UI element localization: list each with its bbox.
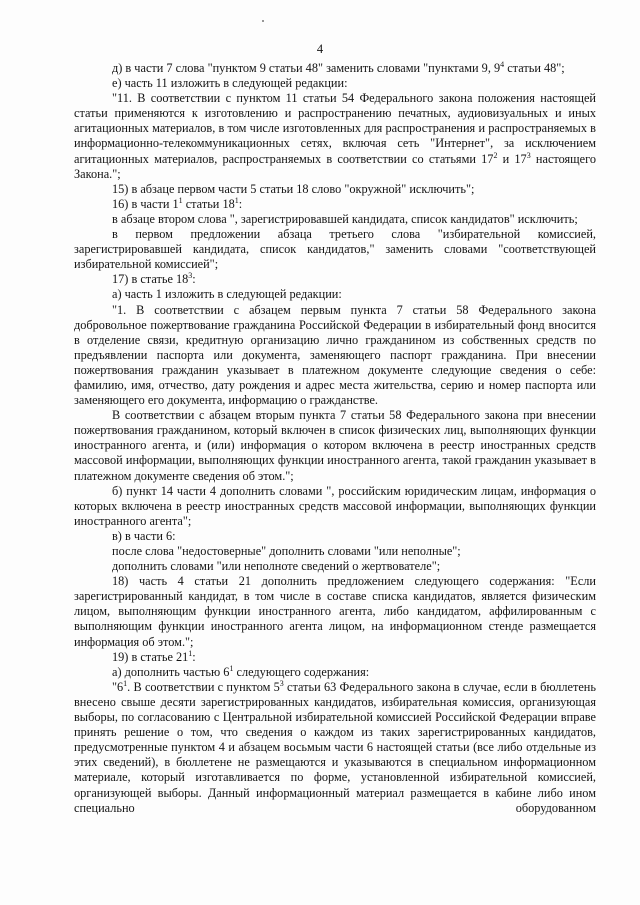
superscript: 4 xyxy=(500,60,505,69)
text-run: д) в части 7 слова "пунктом 9 статьи 48" заменить словами "пунктами 9, 9 xyxy=(112,61,501,75)
paragraph-p07 xyxy=(74,227,596,272)
text-run: : xyxy=(192,272,196,287)
paragraph-p11 xyxy=(74,408,596,483)
paragraph-p17 xyxy=(74,650,596,665)
text-run: : xyxy=(192,649,196,664)
text-run: а) часть 1 изложить в следующей редакции: xyxy=(112,287,342,302)
paragraph-p12 xyxy=(74,484,596,529)
text-run: в абзаце втором слова ", зарегистрировавшей кандидата, список кандидатов" исключить; xyxy=(112,211,578,226)
paragraph-p06 xyxy=(74,212,596,227)
paragraph-p01 xyxy=(74,61,596,76)
paragraph-p15 xyxy=(74,559,596,574)
paragraph-p18 xyxy=(74,665,596,680)
text-run: 17) в статье 18 xyxy=(112,272,189,287)
superscript: 3 xyxy=(526,150,531,160)
paragraph-p08 xyxy=(74,272,596,287)
text-run: 16) в части 1 xyxy=(112,196,179,211)
text-run: В соответствии с абзацем вторым пункта 7 статьи 58 Федерального закона при внесении пожертвования гражданином, который включен в список физических лиц, выполняющих функции иностранного агента, и (или) информация о котором включена в реестр иностранных средств массовой информации, выполняющих функции иностранного агента, такой гражданин указывает в платежном документе сведения об этом."; xyxy=(74,408,596,483)
paragraph-p19 xyxy=(74,680,596,816)
paragraph-p03 xyxy=(74,91,596,182)
text-run: а) дополнить частью 6 xyxy=(112,664,230,679)
text-run: настоящего Закона."; xyxy=(74,151,596,181)
superscript: 3 xyxy=(279,678,284,688)
text-run: после слова "недостоверные" дополнить словами "или неполные"; xyxy=(112,544,461,558)
text-run: и 17 xyxy=(497,151,527,166)
text-run: е) часть 11 изложить в следующей редакции: xyxy=(112,76,348,91)
text-run: "11. В соответствии с пунктом 11 статьи 54 Федерального закона положения настоящей статьи применяются к изготовлению и распространению печатных, аудиовизуальных и иных агитационных материалов, в том числе изготовленных для распространения и распространяемых в информационно-телекоммуникационных сетях, включая сеть "Интернет", за исключением агитационных материалов, распространяемых в соответствии со статьями 17 xyxy=(74,91,596,166)
paragraph-p14 xyxy=(74,544,596,559)
superscript: 1 xyxy=(229,663,234,673)
paragraph-p04 xyxy=(74,182,596,197)
text-run: "6 xyxy=(112,679,124,694)
text-run: 19) в статье 21 xyxy=(112,649,189,664)
text-run: статьи 48"; xyxy=(504,61,565,75)
text-run: статьи 63 Федерального закона в случае, если в бюллетень внесено свыше десяти зарегистрированных кандидатов, избирательная комиссия, организующая выборы, по согласованию с Центральной избирательной комиссией Российской Федерации вправе принять решение о том, что сведения о каждом из таких зарегистрированных кандидатов, предусмотренные пунктом 4 и абзацем восьмым части 6 настоящей статьи (все либо отдельные из этих сведений), в бюллетене не размещаются и указываются в специальном информационном материале, который изготавливается по форме, установленной избирательной комиссией, организующей выборы. Данный информационный материал размещается в кабине либо ином специально оборудованном xyxy=(74,679,596,815)
text-run: 15) в абзаце первом части 5 статьи 18 слово "окружной" исключить"; xyxy=(112,181,475,196)
superscript: 1 xyxy=(123,678,128,688)
text-run: . В соответствии с пунктом 5 xyxy=(127,679,280,694)
text-run: следующего содержания: xyxy=(233,664,370,679)
scan-speck xyxy=(262,20,264,22)
text-run: "1. В соответствии с абзацем первым пункта 7 статьи 58 Федерального закона добровольное пожертвование гражданина Российской Федерации в избирательный фонд вносится в отделение связи, кредитную организацию лично гражданином из собственных средств по предъявлении паспорта или документа, заменяющего паспорт гражданина. При внесении пожертвования гражданин указывает в платежном документе следующие сведения о себе: фамилию, имя, отчество, дату рождения и адрес места жительства, серию и номер паспорта или заменяющего его документа, информацию о гражданстве. xyxy=(74,302,596,408)
text-run: б) пункт 14 части 4 дополнить словами ", российским юридическим лицам, информация о которых включена в реестр иностранных средств массовой информации, выполняющих функции иностранного агента"; xyxy=(74,483,596,528)
text-run: 18) часть 4 статьи 21 дополнить предложением следующего содержания: "Если зарегистрированный кандидат, в том числе в составе списка кандидатов, является физическим лицом, выполняющим функции иностранного агента, либо кандидатом, аффилированным с выполняющим функции иностранного агента лицом, на информационном стенде размещается информация об этом."; xyxy=(74,574,596,649)
superscript: 1 xyxy=(234,195,239,205)
text-run: в) в части 6: xyxy=(112,528,176,543)
superscript: 3 xyxy=(188,271,193,281)
page-number: 4 xyxy=(316,42,324,56)
paragraph-p13 xyxy=(74,529,596,544)
superscript: 2 xyxy=(493,150,498,160)
text-run: в первом предложении абзаца третьего слова "избирательной комиссией, зарегистрировавшей кандидата, список кандидатов," заменить словами "соответствующей избирательной комиссией"; xyxy=(74,227,596,272)
paragraph-p16 xyxy=(74,574,596,649)
text-run: дополнить словами "или неполноте сведений о жертвователе"; xyxy=(112,559,441,574)
text-run: статьи 18 xyxy=(182,196,235,211)
paragraph-p02 xyxy=(74,76,596,91)
paragraph-p10 xyxy=(74,303,596,409)
text-run: : xyxy=(238,196,243,211)
document-body xyxy=(74,61,596,816)
paragraph-p05 xyxy=(74,197,596,212)
superscript: 1 xyxy=(188,648,193,658)
superscript: 1 xyxy=(178,195,183,205)
paragraph-p09 xyxy=(74,287,596,302)
